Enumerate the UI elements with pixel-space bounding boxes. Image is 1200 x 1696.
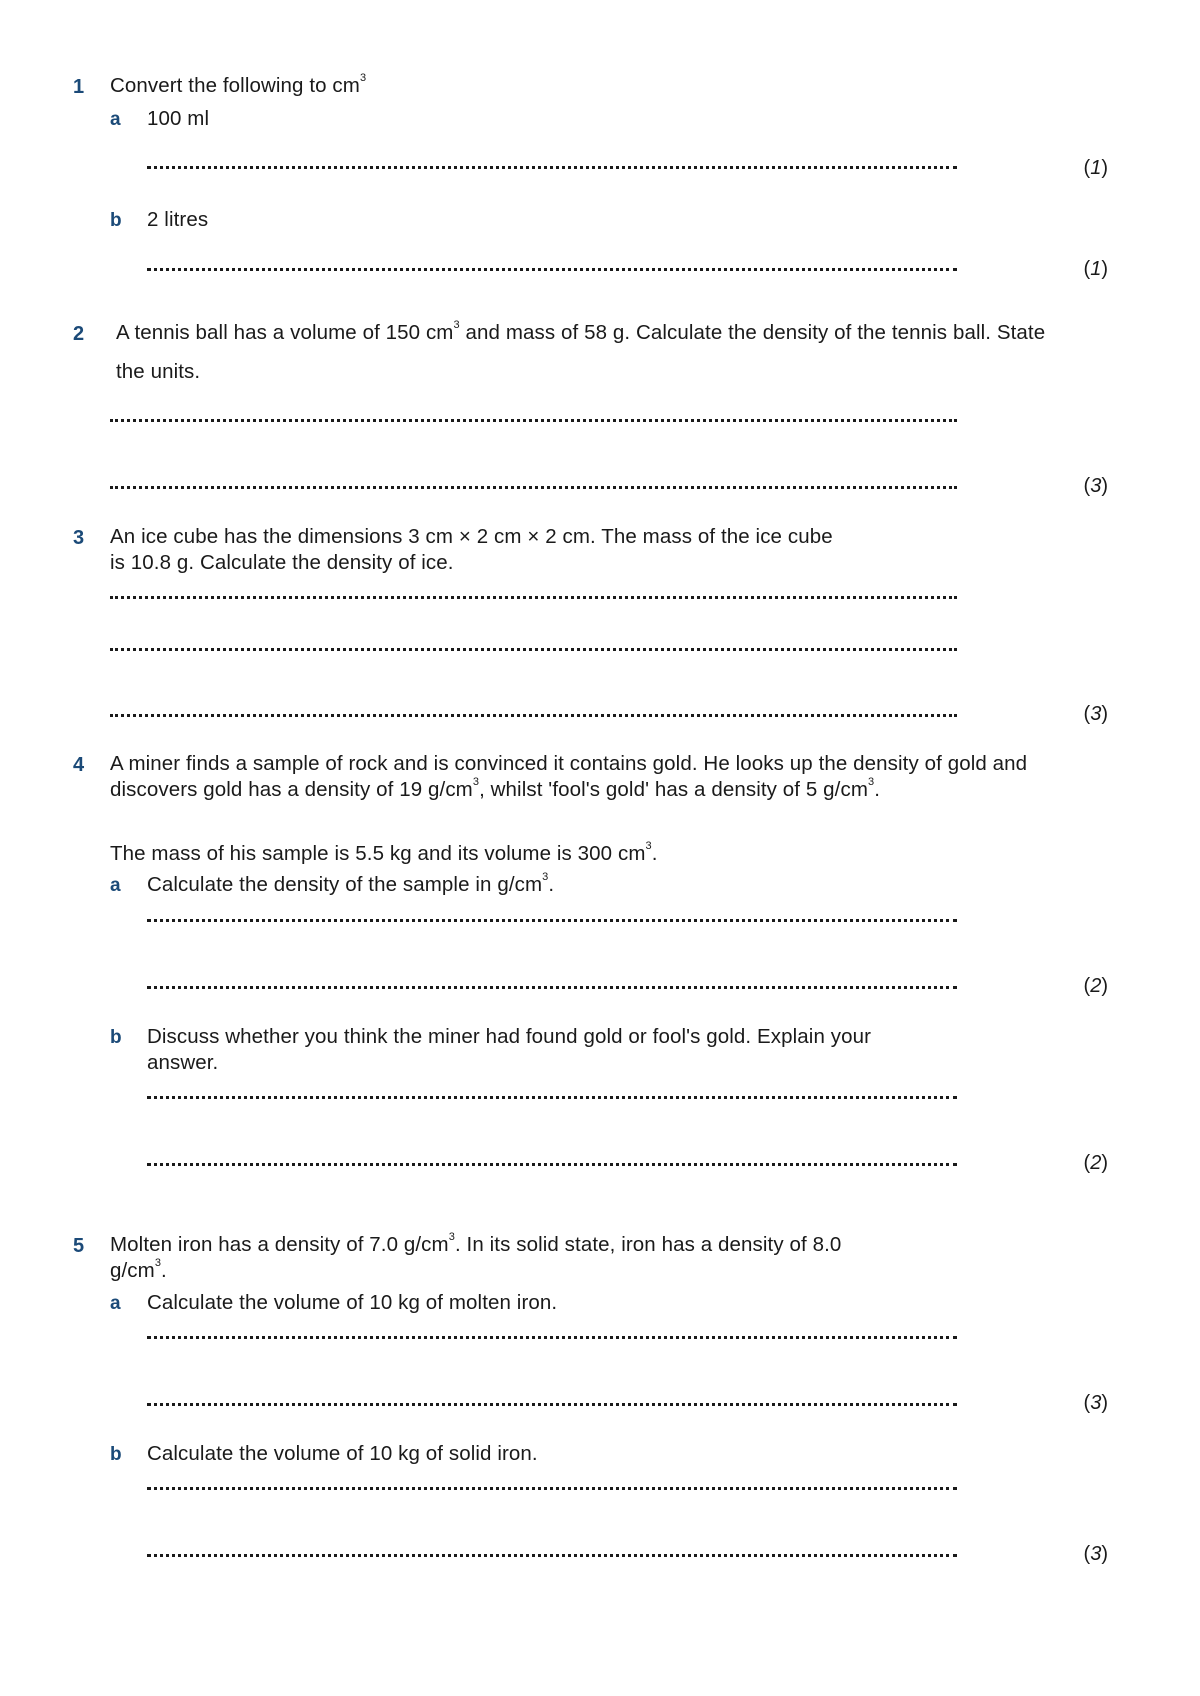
question-text-line2: the units. — [116, 360, 201, 383]
question-text-part: Molten iron has a density of 7.0 g/cm — [110, 1233, 449, 1256]
part-label: a — [110, 1293, 121, 1314]
superscript: 3 — [542, 871, 549, 883]
question-text-line2 — [110, 1259, 167, 1283]
question-text-part: A tennis ball has a volume of 150 cm — [116, 321, 454, 344]
question-text-part: discovers gold has a density of 19 g/cm — [110, 778, 473, 801]
part-text-end: . — [548, 873, 555, 896]
answer-line[interactable] — [110, 486, 957, 489]
part-text: Calculate the volume of 10 kg of molten iron. — [147, 1291, 558, 1314]
part-label: b — [110, 1444, 122, 1465]
mark-value: 2 — [1090, 975, 1102, 997]
mark-allocation: (2) — [1083, 1152, 1108, 1174]
mark-allocation: (3) — [1083, 475, 1108, 497]
question-text-part: . In its solid state, iron has a density of 8.0 — [454, 1233, 842, 1256]
mark-value: 3 — [1090, 703, 1102, 725]
mark-value: 3 — [1090, 1543, 1102, 1565]
part-text: Discuss whether you think the miner had found gold or fool's gold. Explain your — [147, 1025, 872, 1048]
mark-value: 2 — [1090, 1152, 1102, 1174]
question-text — [110, 1233, 841, 1257]
part-label: b — [110, 1027, 122, 1048]
question-text-line2 — [110, 778, 880, 802]
question-number: 5 — [73, 1235, 85, 1257]
answer-line[interactable] — [110, 596, 957, 599]
part-text: Calculate the volume of 10 kg of solid iron. — [147, 1442, 538, 1465]
answer-line[interactable] — [110, 419, 957, 422]
question-text — [110, 74, 366, 98]
superscript: 3 — [359, 72, 367, 84]
answer-line[interactable] — [147, 986, 957, 989]
answer-line[interactable] — [147, 1163, 957, 1166]
mark-value: 1 — [1090, 157, 1102, 179]
superscript: 3 — [453, 319, 460, 331]
mark-value: 1 — [1090, 258, 1102, 280]
superscript: 3 — [154, 1257, 162, 1269]
part-text-main: Calculate the density of the sample in g/cm — [147, 873, 543, 896]
answer-line[interactable] — [147, 1403, 957, 1406]
mark-allocation: (1) — [1083, 258, 1108, 280]
answer-line[interactable] — [147, 1096, 957, 1099]
question-text-part: g/cm — [110, 1259, 155, 1282]
question-number: 1 — [73, 76, 85, 98]
mark-allocation: (1) — [1083, 157, 1108, 179]
mark-allocation: (3) — [1083, 703, 1108, 725]
superscript: 3 — [645, 840, 652, 852]
mark-allocation: (3) — [1083, 1392, 1108, 1414]
question-number: 3 — [73, 527, 85, 549]
answer-line[interactable] — [147, 268, 957, 271]
question-text-part: . — [874, 778, 881, 801]
answer-line[interactable] — [147, 919, 957, 922]
part-label: b — [110, 210, 122, 231]
mark-allocation: (3) — [1083, 1543, 1108, 1565]
part-label: a — [110, 875, 121, 896]
question-text-part: , whilst 'fool's gold' has a density of 5 g/cm — [479, 778, 869, 801]
question-text-part: . — [651, 842, 658, 865]
question-number: 2 — [73, 323, 85, 345]
question-text-line3 — [110, 842, 658, 866]
part-text-line2: answer. — [147, 1051, 219, 1074]
question-text-main: Convert the following to cm — [110, 74, 360, 97]
answer-line[interactable] — [110, 648, 957, 651]
question-text-part: and mass of 58 g. Calculate the density of the tennis ball. State — [459, 321, 1046, 344]
question-text: An ice cube has the dimensions 3 cm × 2 cm × 2 cm. The mass of the ice cube — [110, 525, 833, 548]
answer-line[interactable] — [110, 714, 957, 717]
part-label: a — [110, 109, 121, 130]
mark-value: 3 — [1090, 1392, 1102, 1414]
answer-line[interactable] — [147, 1554, 957, 1557]
part-text: 100 ml — [147, 107, 210, 130]
mark-allocation: (2) — [1083, 975, 1108, 997]
answer-line[interactable] — [147, 1336, 957, 1339]
question-text-line2: is 10.8 g. Calculate the density of ice. — [110, 551, 454, 574]
superscript: 3 — [472, 776, 480, 788]
superscript: 3 — [448, 1231, 455, 1243]
question-text-part: . — [161, 1259, 167, 1282]
superscript: 3 — [868, 776, 875, 788]
question-text-part: The mass of his sample is 5.5 kg and its volume is 300 cm — [110, 842, 646, 865]
answer-line[interactable] — [147, 166, 957, 169]
question-text: A miner finds a sample of rock and is convinced it contains gold. He looks up the density of gold and — [110, 752, 1028, 775]
part-text — [147, 873, 554, 897]
answer-line[interactable] — [147, 1487, 957, 1490]
question-text — [116, 321, 1045, 345]
mark-value: 3 — [1090, 475, 1102, 497]
question-number: 4 — [73, 754, 85, 776]
part-text: 2 litres — [147, 208, 209, 231]
